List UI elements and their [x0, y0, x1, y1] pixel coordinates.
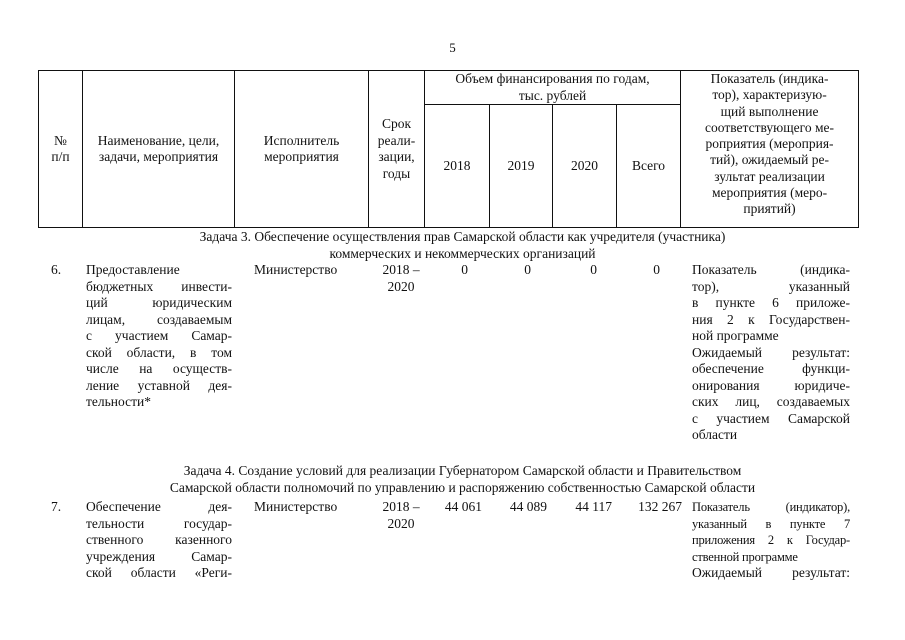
header-term: Срок реали- зации, годы: [369, 71, 425, 228]
header-year-2019: 2019: [490, 105, 553, 228]
row-7-num: 7.: [51, 499, 62, 514]
header-funding: Объем финансирования по годам, тыс. рублей: [425, 71, 681, 105]
row-7-total: 132 267: [638, 499, 682, 514]
row-6-value-2019: 0: [524, 262, 531, 277]
row-6-executor: Министерство: [254, 262, 338, 277]
row-7-name: Обеспечение дея- тельности государ- ственного казенного учреждения Самар- ской области «Реги-: [86, 499, 232, 580]
row-6-value-2018: 0: [461, 262, 468, 277]
header-name: Наименование, цели, задачи, мероприятия: [83, 71, 235, 228]
task-4-heading: Задача 4. Создание условий для реализации Губернатором Самарской области и Правительством Самарской области полномочий по управлению и распоряжению собственностью Самарской области: [169, 463, 756, 495]
row-7-executor: Министерство: [254, 499, 338, 514]
table-header: [38, 70, 859, 228]
row-7-value-2018: 44 061: [444, 499, 482, 514]
task-3-heading: Задача 3. Обеспечение осуществления прав Самарской области как учредителя (участника) коммерческих и некоммерческих организаций: [199, 229, 726, 261]
row-6-name: Предоставление бюджетных инвести- ций юридическим лицам, создаваемым с участием Самар- ской области, в том числе на осуществ- ление уставной дея- тельности*: [86, 262, 232, 409]
row-7-value-2020: 44 117: [575, 499, 612, 514]
row-7-term: 2018 – 2020: [382, 499, 420, 531]
row-6-indicator: Показатель (индика- тор), указанный в пункте 6 приложе- ния 2 к Государствен- ной программе Ожидаемый результат: обеспечение функци- онирования юридиче- ских лиц, создаваемых с участием Самарской области: [692, 262, 850, 442]
header-indicator: Показатель (индика- тор), характеризую- щий выполнение соответствующего ме- роприятия (мероприя- тий), ожидаемый ре- зультат реализации мероприятия (меро- приятий): [681, 71, 859, 228]
header-num: № п/п: [39, 71, 83, 228]
row-7-value-2019: 44 089: [509, 499, 547, 514]
row-6-total: 0: [653, 262, 660, 277]
row-6-term: 2018 – 2020: [382, 262, 420, 294]
row-6-num: 6.: [51, 262, 62, 277]
header-total: Всего: [617, 105, 681, 228]
header-year-2018: 2018: [425, 105, 490, 228]
header-year-2020: 2020: [553, 105, 617, 228]
header-executor: Исполнитель мероприятия: [235, 71, 369, 228]
row-6-value-2020: 0: [590, 262, 597, 277]
page-number: 5: [449, 40, 456, 55]
row-7-indicator: Показатель (индикатор), указанный в пункте 7 приложения 2 к Государ- ственной программе Ожидаемый результат:: [692, 500, 850, 580]
